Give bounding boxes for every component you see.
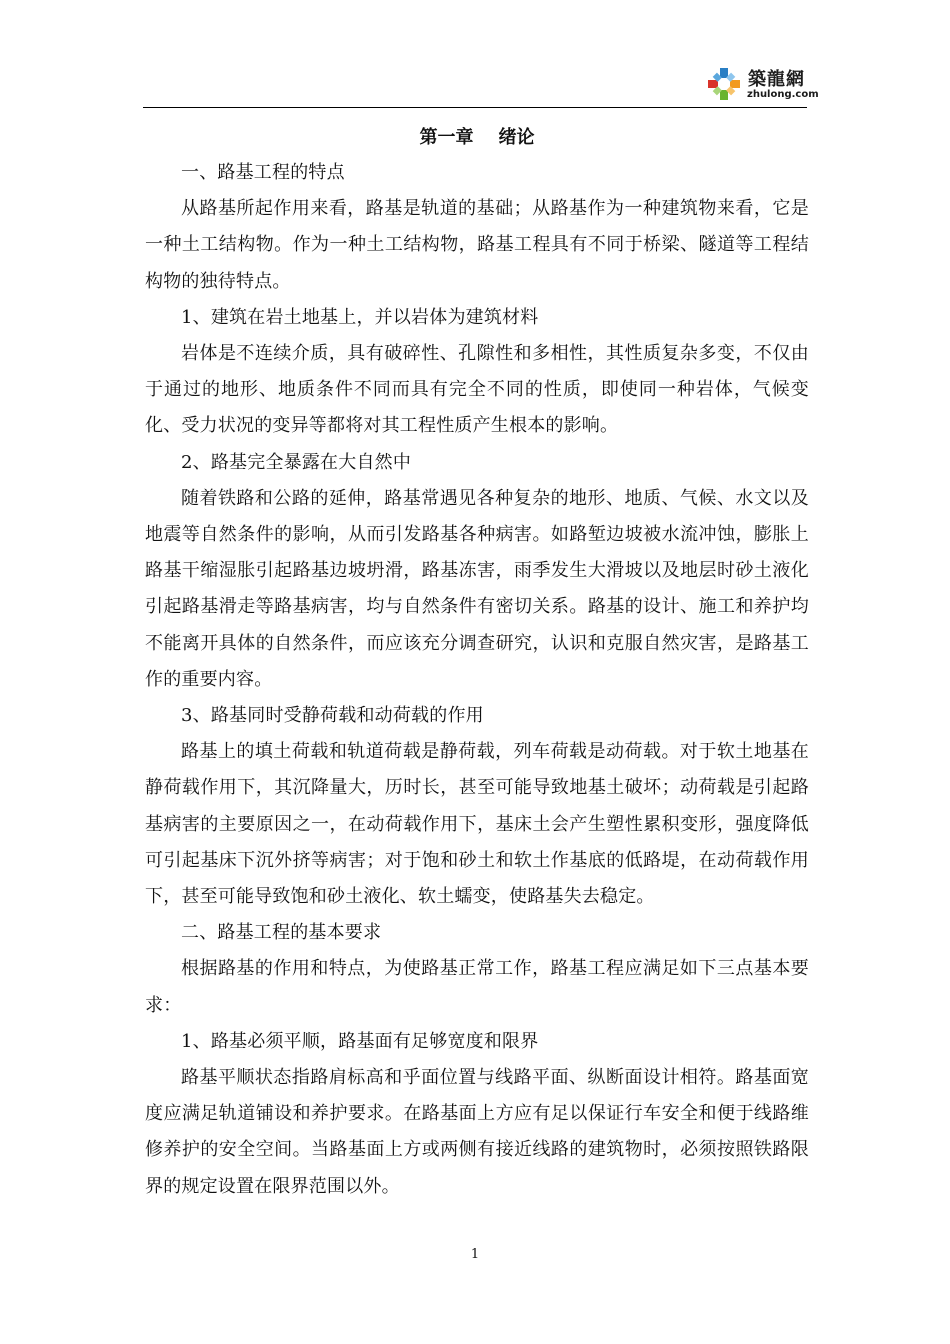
- paragraph: 岩体是不连续介质，具有破碎性、孔隙性和多相性，其性质复杂多变，不仅由于通过的地形、地质条件不同而具有完全不同的性质，即使同一种岩体，气候变化、受力状况的变异等都将对其工程性质产生根本的影响。: [145, 343, 809, 437]
- logo-chinese-text: 築龍網: [748, 69, 805, 90]
- paragraph: 根据路基的作用和特点，为使路基正常工作，路基工程应满足如下三点基本要求：: [145, 958, 809, 1016]
- section-heading: 一、路基工程的特点: [181, 162, 345, 183]
- paragraph: 随着铁路和公路的延伸，路基常遇见各种复杂的地形、地质、气候、水文以及地震等自然条件的影响，从而引发路基各种病害。如路堑边坡被水流冲蚀，膨胀上路基干缩湿胀引起路基边坡坍滑，路基冻害，雨季发生大滑坡以及地层时砂土液化引起路基滑走等路基病害，均与自然条件有密切关系。路基的设计、施工和养护均不能离开具体的自然条件，而应该充分调查研究，认识和克服自然灾害，是路基工作的重要内容。: [145, 487, 809, 690]
- subsection-heading: 3、路基同时受静荷载和动荷载的作用: [181, 705, 484, 727]
- zhulong-logo: [706, 64, 819, 104]
- chapter-title: 第一章 绪论: [419, 127, 535, 148]
- section-heading: 二、路基工程的基本要求: [181, 922, 382, 944]
- paragraph: 路基平顺状态指路肩标高和乎面位置与线路平面、纵断面设计相符。路基面宽度应满足轨道铺设和养护要求。在路基面上方应有足以保证行车安全和便于线路维修养护的安全空间。当路基面上方或两侧有接近线路的建筑物时，必须按照铁路限界的规定设置在限界范围以外。: [145, 1067, 809, 1197]
- paragraph: 从路基所起作用来看，路基是轨道的基础；从路基作为一种建筑物来看，它是一种土工结构物。作为一种土工结构物，路基工程具有不同于桥梁、隧道等工程结构物的独待特点。: [145, 198, 809, 292]
- subsection-heading: 2、路基完全暴露在大自然中: [181, 451, 412, 473]
- subsection-heading: 1、建筑在岩土地基上，并以岩体为建筑材料: [181, 306, 539, 328]
- header-divider: [143, 107, 807, 108]
- document-body: [145, 121, 809, 1205]
- page-number: 1: [470, 1247, 480, 1262]
- zhulong-logo-icon: [706, 66, 742, 102]
- paragraph: 路基上的填土荷载和轨道荷载是静荷载，列车荷载是动荷载。对于软土地基在静荷载作用下，其沉降量大，历时长，甚至可能导致地基土破坏；动荷载是引起路基病害的主要原因之一，在动荷载作用下，基床土会产生塑性累积变形，强度降低可引起基床下沉外挤等病害；对于饱和砂土和软土作基底的低路堤，在动荷载作用下，甚至可能导致饱和砂土液化、软土蠕变，使路基失去稳定。: [145, 741, 809, 908]
- subsection-heading: 1、路基必须平顺，路基面有足够宽度和限界: [181, 1030, 539, 1052]
- logo-domain-text: zhulong.com: [747, 89, 819, 100]
